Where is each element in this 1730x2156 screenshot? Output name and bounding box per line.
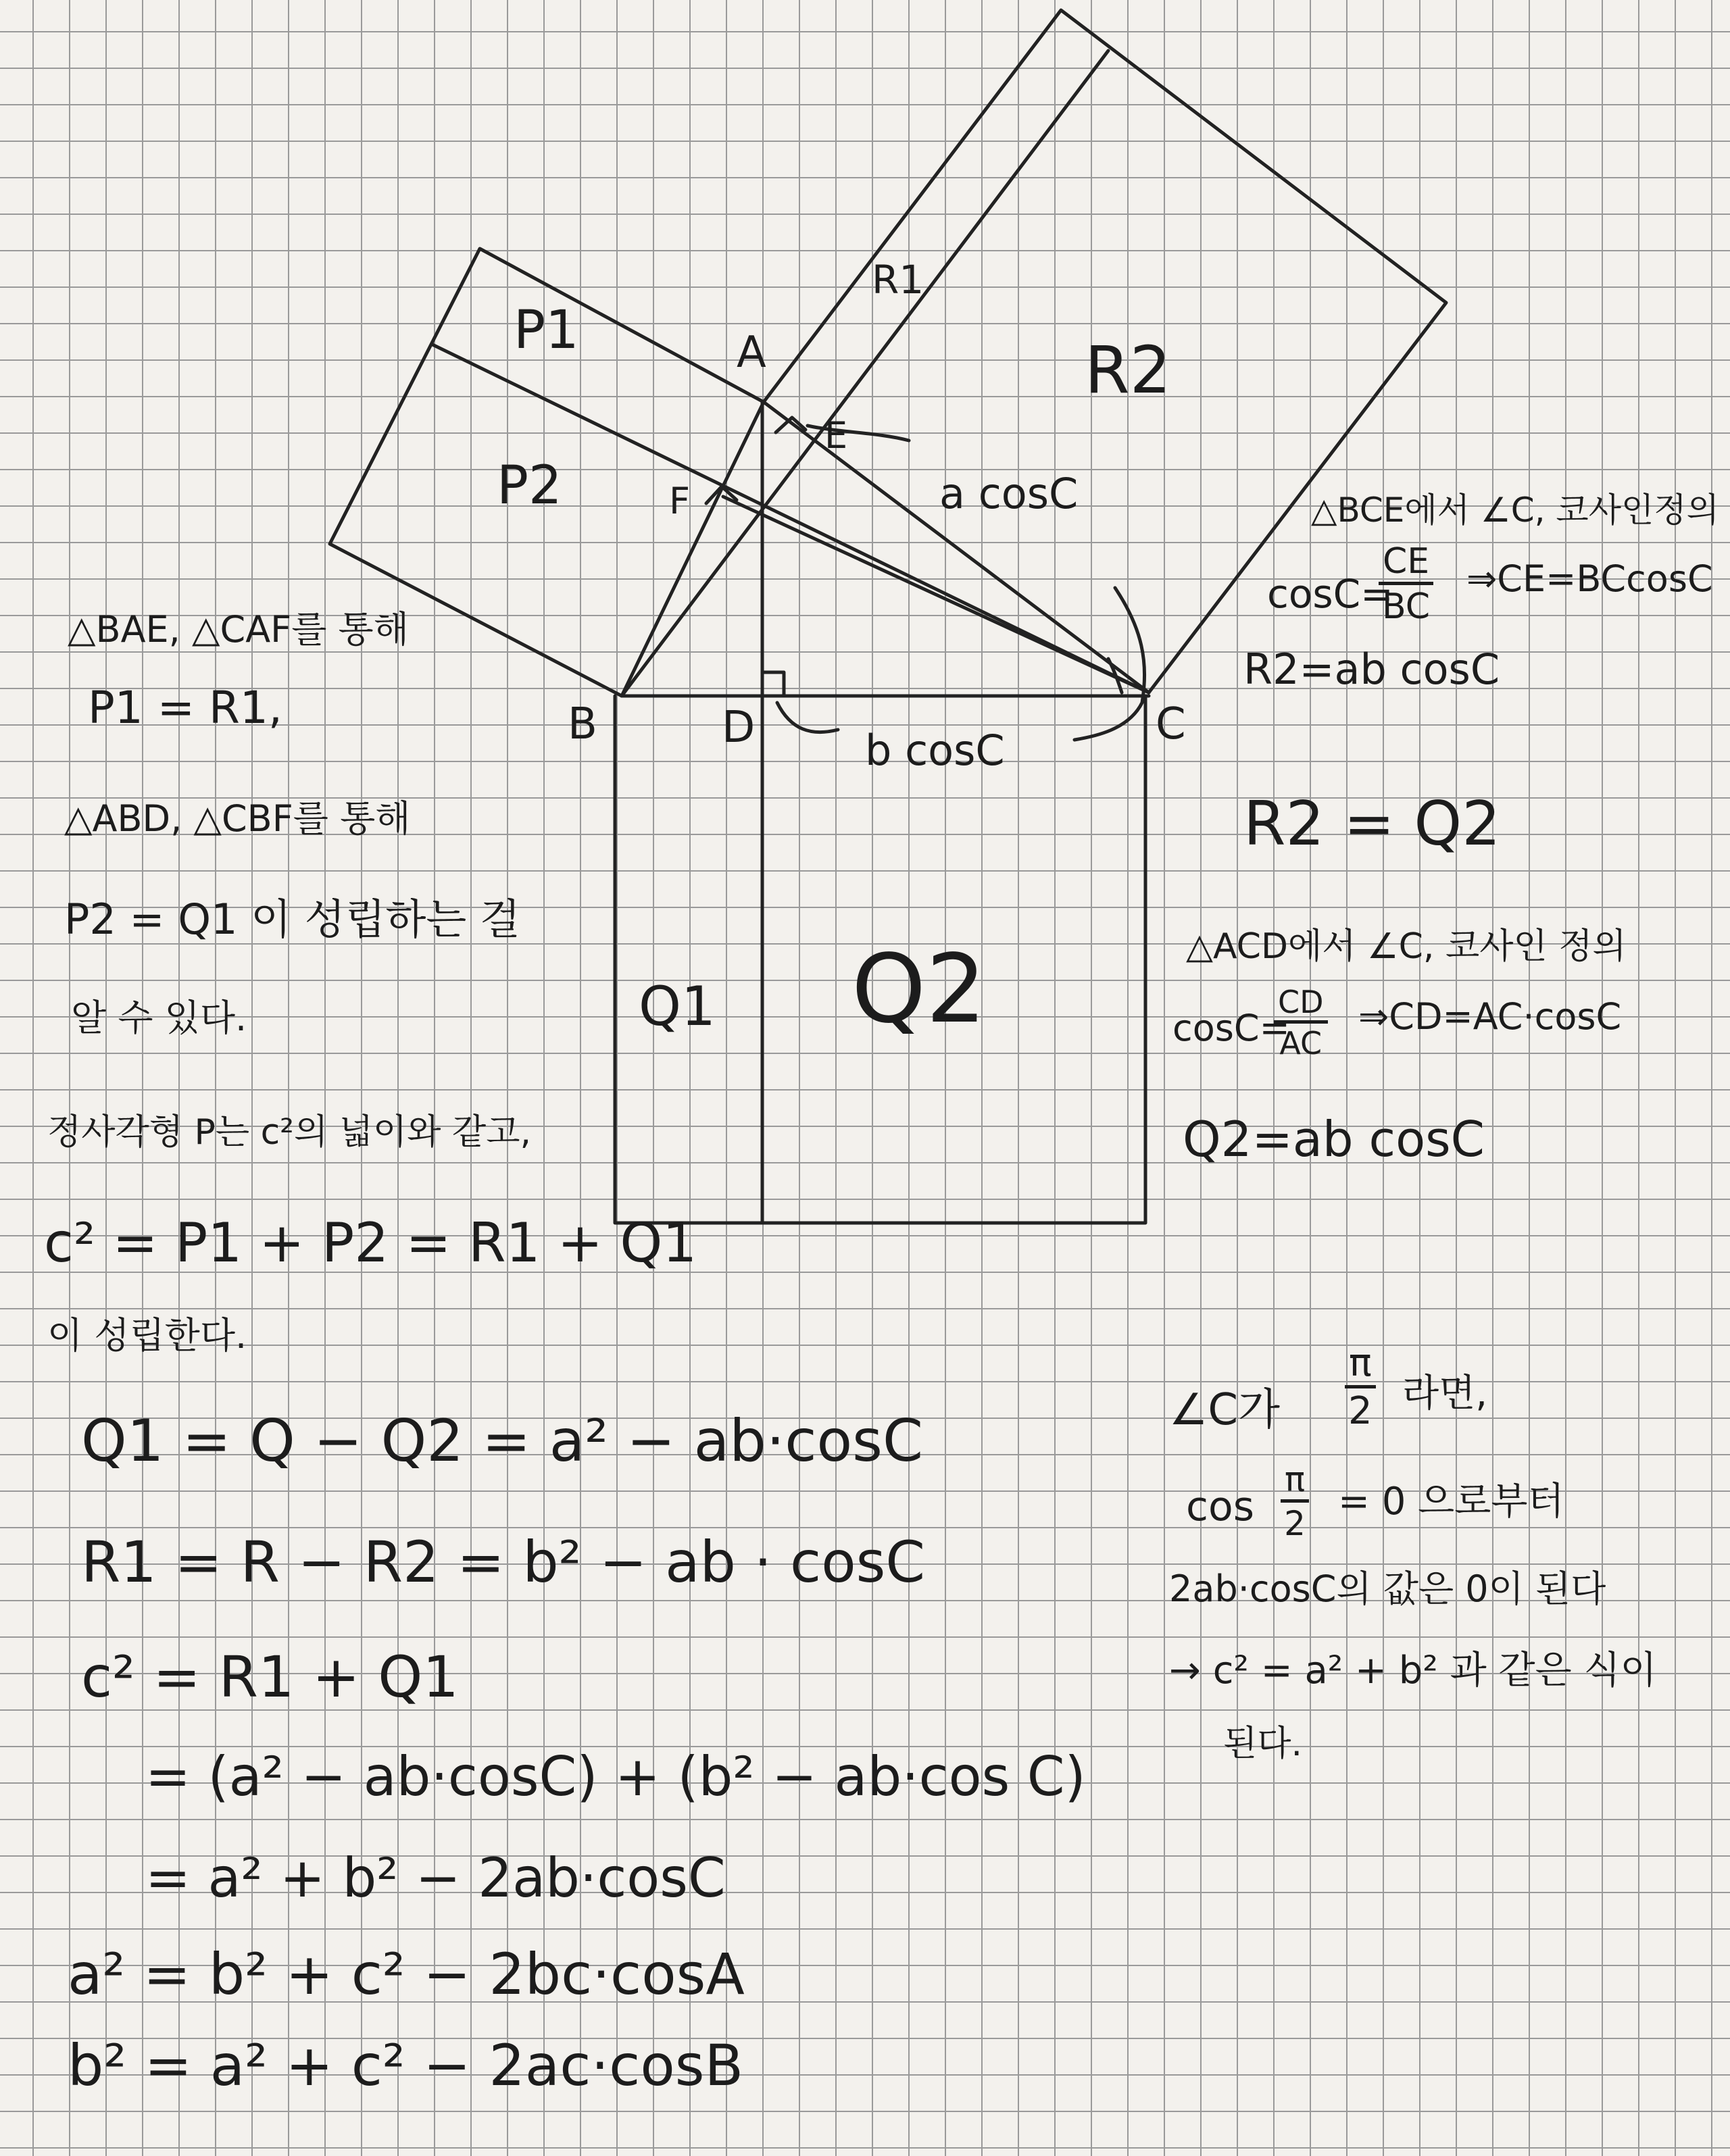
label-p2: P2 <box>497 455 562 516</box>
square-r-divider <box>622 51 1108 696</box>
case-cos-prefix: cos <box>1186 1483 1254 1530</box>
fraction-cd-num: CD <box>1274 986 1328 1024</box>
case-becomes: 된다. <box>1223 1724 1302 1764</box>
note-cos-ce-prefix: cosC= <box>1267 571 1393 617</box>
label-r1: R1 <box>872 257 924 303</box>
note-cos-cd-prefix: cosC= <box>1172 1007 1290 1049</box>
label-r2: R2 <box>1085 332 1171 408</box>
fraction-ce-num: CE <box>1379 544 1433 585</box>
note-holds: 이 성립한다. <box>47 1314 247 1357</box>
label-acosc: a cosC <box>939 469 1079 518</box>
note-can-know: 알 수 있다. <box>71 997 247 1039</box>
fraction-ce-den: BC <box>1382 586 1431 627</box>
label-c: C <box>1156 699 1186 749</box>
note-square-p-area: 정사각형 P는 c²의 넓이와 같고, <box>47 1112 531 1153</box>
label-f: F <box>669 480 691 522</box>
case-pythagorean: → c² = a² + b² 과 같은 식이 <box>1169 1649 1657 1693</box>
case-cos-suffix: = 0 으로부터 <box>1338 1480 1564 1524</box>
label-bcosc: b cosC <box>865 726 1005 775</box>
label-e: E <box>824 414 848 457</box>
note-abd-cbf: △ABD, △CBF를 통해 <box>64 797 411 840</box>
derivation-q1: Q1 = Q − Q2 = a² − ab·cosC <box>81 1407 923 1475</box>
label-b: B <box>568 699 597 749</box>
note-cd-result: ⇒CD=AC·cosC <box>1358 995 1622 1038</box>
derivation-r1: R1 = R − R2 = b² − ab · cosC <box>81 1529 926 1595</box>
note-p1-equals-r1: P1 = R1, <box>88 682 282 734</box>
pointer-d <box>777 703 838 732</box>
line-cf <box>723 497 1149 693</box>
label-p1: P1 <box>514 300 579 361</box>
right-angle-d <box>762 672 784 696</box>
square-p-divider <box>432 345 1149 693</box>
note-acd-cosine-definition: △ACD에서 ∠C, 코사인 정의 <box>1186 926 1627 967</box>
label-q1: Q1 <box>639 975 716 1038</box>
label-a: A <box>737 328 766 378</box>
derivation-step1: = (a² − ab·cosC) + (b² − ab·cos C) <box>145 1745 1086 1808</box>
case-angle-prefix: ∠C가 <box>1169 1385 1280 1435</box>
fraction-cd-ac <box>1274 986 1328 1059</box>
fraction-cos-pi-over-2 <box>1281 1460 1309 1543</box>
fraction-cos-pi-den: 2 <box>1284 1504 1306 1543</box>
note-r2-equation: R2=ab cosC <box>1243 645 1500 694</box>
note-ce-result: ⇒CE=BCcosC <box>1466 557 1713 600</box>
fraction-cos-pi-num: π <box>1281 1463 1309 1503</box>
note-r2-equals-q2: R2 = Q2 <box>1243 788 1501 859</box>
side-ac <box>764 402 1149 693</box>
fraction-pi-num: π <box>1345 1345 1376 1388</box>
derivation-step2: = a² + b² − 2ab·cosC <box>145 1847 726 1909</box>
label-q2: Q2 <box>851 934 987 1045</box>
pointer-e <box>808 426 909 441</box>
note-bae-caf: △BAE, △CAF를 통해 <box>68 608 409 651</box>
note-bce-cosine-definition: △BCE에서 ∠C, 코사인정의 <box>1311 491 1719 530</box>
note-q2-equation: Q2=ab cosC <box>1183 1111 1485 1168</box>
law-of-cosines-a: a² = b² + c² − 2bc·cosA <box>68 1941 745 2007</box>
fraction-cd-den: AC <box>1279 1025 1323 1061</box>
fraction-pi-over-2 <box>1345 1341 1376 1433</box>
case-2ab-zero: 2ab·cosC의 값은 0이 된다 <box>1169 1568 1606 1610</box>
case-angle-suffix: 라면, <box>1402 1372 1487 1415</box>
law-of-cosines-b: b² = a² + c² − 2ac·cosB <box>68 2032 744 2099</box>
label-d: D <box>722 703 756 753</box>
note-c2-sum: c² = P1 + P2 = R1 + Q1 <box>44 1211 697 1274</box>
fraction-ce-bc <box>1379 541 1433 627</box>
fraction-pi-den: 2 <box>1348 1389 1373 1433</box>
note-p2-equals-q1: P2 = Q1 이 성립하는 걸 <box>64 895 520 944</box>
derivation-c2: c² = R1 + Q1 <box>81 1644 459 1710</box>
